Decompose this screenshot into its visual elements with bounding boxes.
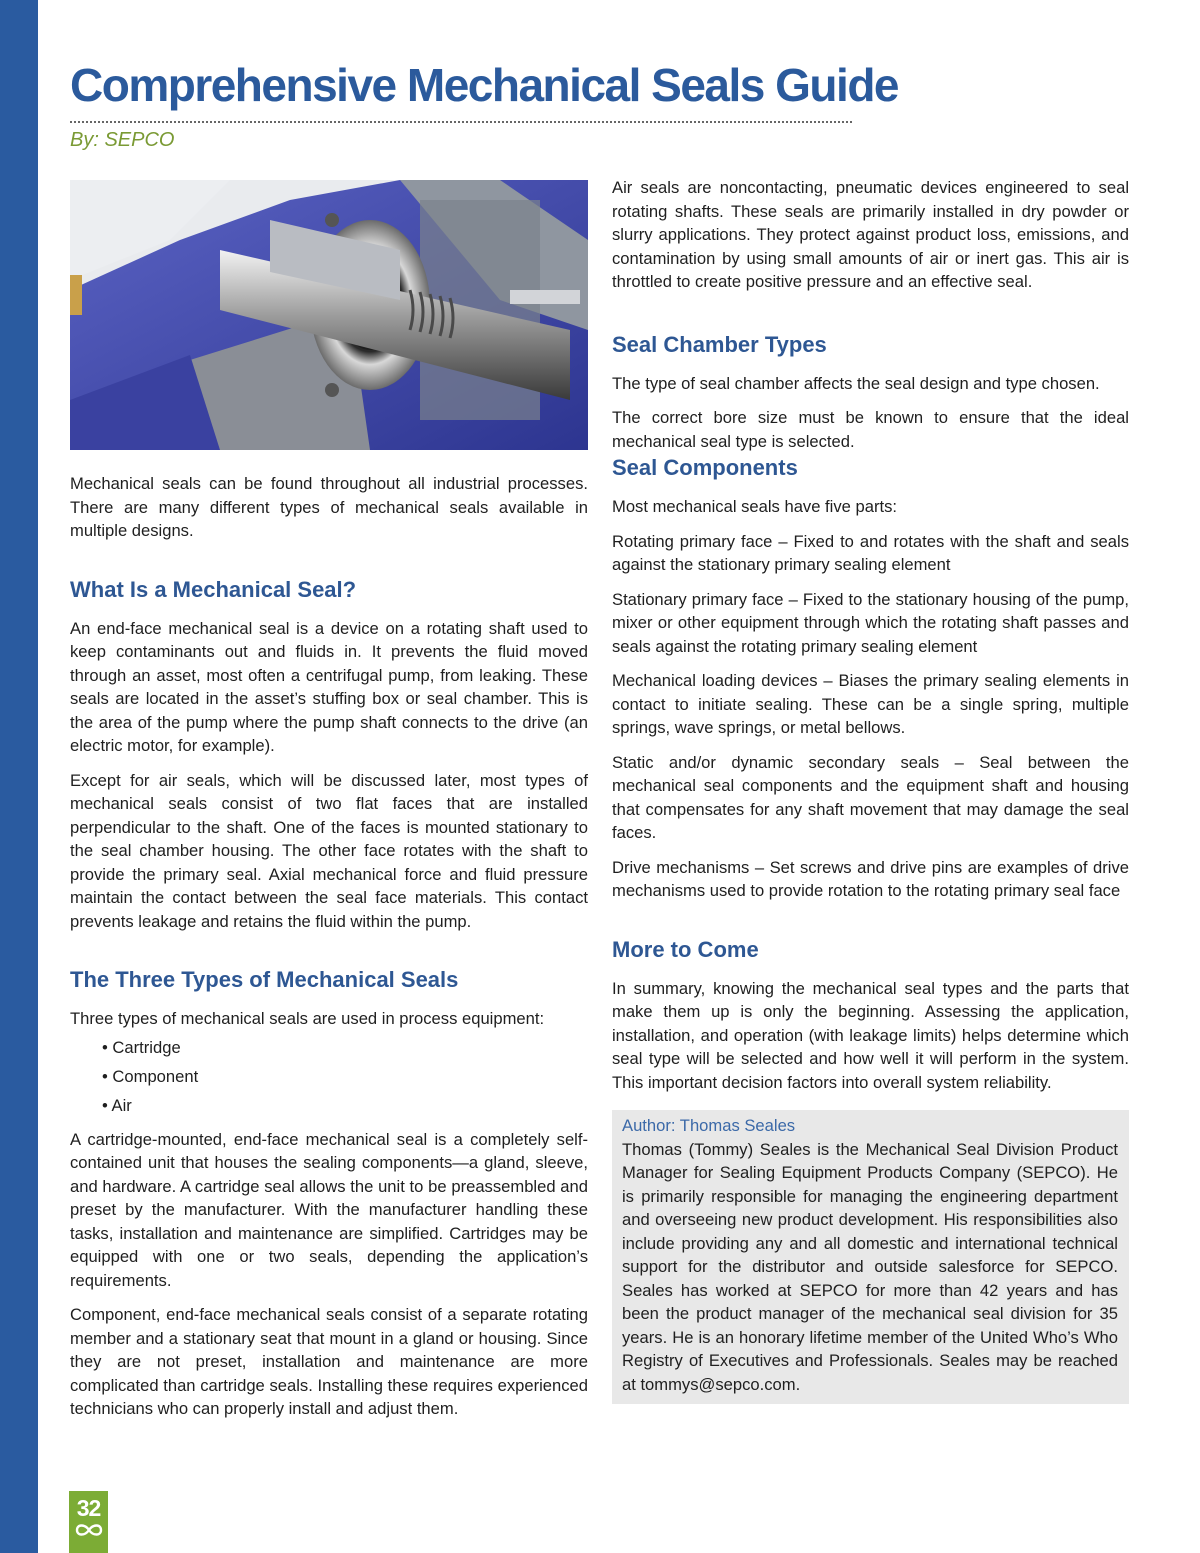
paragraph: The correct bore size must be known to ensure that the ideal mechanical seal type is selected. xyxy=(612,408,1129,451)
paragraph: Except for air seals, which will be discussed later, most types of mechanical seals consist of two flat faces that are installed perpendicular to the shaft. One of the faces is mounted stationary to the seal chamber housing. The other face rotates with the shaft to provide the primary seal. Axial mechanical force and fluid pressure maintain the contact between the seal face materials. This contact prevents leakage and retains the fluid within the pump. xyxy=(70,770,588,931)
component-item: Static and/or dynamic secondary seals – Seal between the mechanical seal components and the equipment shaft and housing that compensates for any shaft movement that may damage the seal faces. xyxy=(612,752,1129,842)
right-column xyxy=(612,176,1129,1404)
paragraph: Air seals are noncontacting, pneumatic devices engineered to seal rotating shafts. These seals are primarily installed in dry powder or slurry applications. They protect against product loss, emissions, and contamination by using small amounts of air or inert gas. This air is throttled to create positive pressure and an effective seal. xyxy=(612,178,1129,291)
byline: By: SEPCO xyxy=(70,129,175,151)
left-column xyxy=(70,472,588,1432)
component-item: Stationary primary face – Fixed to the stationary housing of the pump, mixer or other equipment through which the rotating shaft passes and seals against the rotating primary sealing element xyxy=(612,589,1129,656)
paragraph: Component, end-face mechanical seals consist of a separate rotating member and a stationary seat that mount in a gland or housing. Since they are not preset, installation and maintenance are more complicated than cartridge seals. Installing these requires experienced technicians who can properly install and adjust them. xyxy=(70,1305,588,1418)
seal-types-list xyxy=(70,1033,588,1120)
author-label: Author: Thomas Seales xyxy=(622,1116,796,1135)
paragraph: An end-face mechanical seal is a device on a rotating shaft used to keep contaminants out and fluids in. It prevents the fluid moved through an asset, most often a centrifugal pump, from leaking. These seals are located in the asset’s stuffing box or seal chamber. This is the area of the pump where the pump shaft connects to the drive (an electric motor, for example). xyxy=(70,618,588,755)
list-item: • Component xyxy=(102,1066,199,1086)
title-divider xyxy=(70,121,852,123)
page-number: 32 xyxy=(76,1495,101,1521)
author-bio: Thomas (Tommy) Seales is the Mechanical Seal Division Product Manager for Sealing Equipment Products Company (SEPCO). He is primarily responsible for managing the engineering department and overseeing new product development. His responsibilities also include providing any and all domestic and international technical support for the distributor and outside salesforce for SEPCO. Seales has worked at SEPCO for more than 42 years and has been the product manager of the mechanical seal division for 35 years. He is an honorary lifetime member of the United Who’s Who Registry of Executives and Professionals. Seales may be reached at tommys@sepco.com. xyxy=(622,1139,1118,1394)
component-item: Mechanical loading devices – Biases the primary sealing elements in contact to initiate sealing. These can be a single spring, multiple springs, wave springs, or metal bellows. xyxy=(612,671,1129,737)
mechanical-seal-cutaway-image xyxy=(70,180,588,450)
heading-three-types: The Three Types of Mechanical Seals xyxy=(70,967,459,992)
heading-more-to-come: More to Come xyxy=(612,936,759,962)
list-item: • Air xyxy=(102,1095,132,1115)
infinity-icon xyxy=(74,1522,104,1538)
left-accent-bar xyxy=(0,0,38,1553)
paragraph: A cartridge-mounted, end-face mechanical seal is a completely self-contained unit that houses the sealing components—a gland, sleeve, and hardware. A cartridge seal allows the unit to be preassembled and preset by the manufacturer. With the manufacturer handling these tasks, installation and maintenance are simplified. Cartridges may be equipped with one or two seals, depending the application’s requirements. xyxy=(70,1129,588,1290)
author-box xyxy=(612,1110,1129,1404)
paragraph: The type of seal chamber affects the seal design and type chosen. xyxy=(612,373,1100,393)
paragraph: Three types of mechanical seals are used in process equipment: xyxy=(70,1009,545,1028)
heading-what-is-seal: What Is a Mechanical Seal? xyxy=(70,576,357,602)
paragraph: In summary, knowing the mechanical seal types and the parts that make them up is only the beginning. Assessing the application, installation, and operation (with leakage limits) helps determine which seal type will be selected and how well it will perform in the system. This important decision factors into overall system reliability. xyxy=(612,978,1129,1092)
page-title: Comprehensive Mechanical Seals Guide xyxy=(70,59,898,111)
heading-seal-components: Seal Components xyxy=(612,455,798,480)
page-number-badge xyxy=(69,1491,108,1553)
component-item: Rotating primary face – Fixed to and rotates with the shaft and seals against the stationary primary sealing element xyxy=(612,531,1129,574)
component-item: Drive mechanisms – Set screws and drive pins are examples of drive mechanisms used to provide rotation to the rotating primary seal face xyxy=(612,857,1129,900)
intro-paragraph: Mechanical seals can be found throughout all industrial processes. There are many different types of mechanical seals available in multiple designs. xyxy=(70,474,588,540)
heading-seal-chamber-types: Seal Chamber Types xyxy=(612,331,827,357)
paragraph: Most mechanical seals have five parts: xyxy=(612,497,897,516)
list-item: • Cartridge xyxy=(102,1037,181,1057)
